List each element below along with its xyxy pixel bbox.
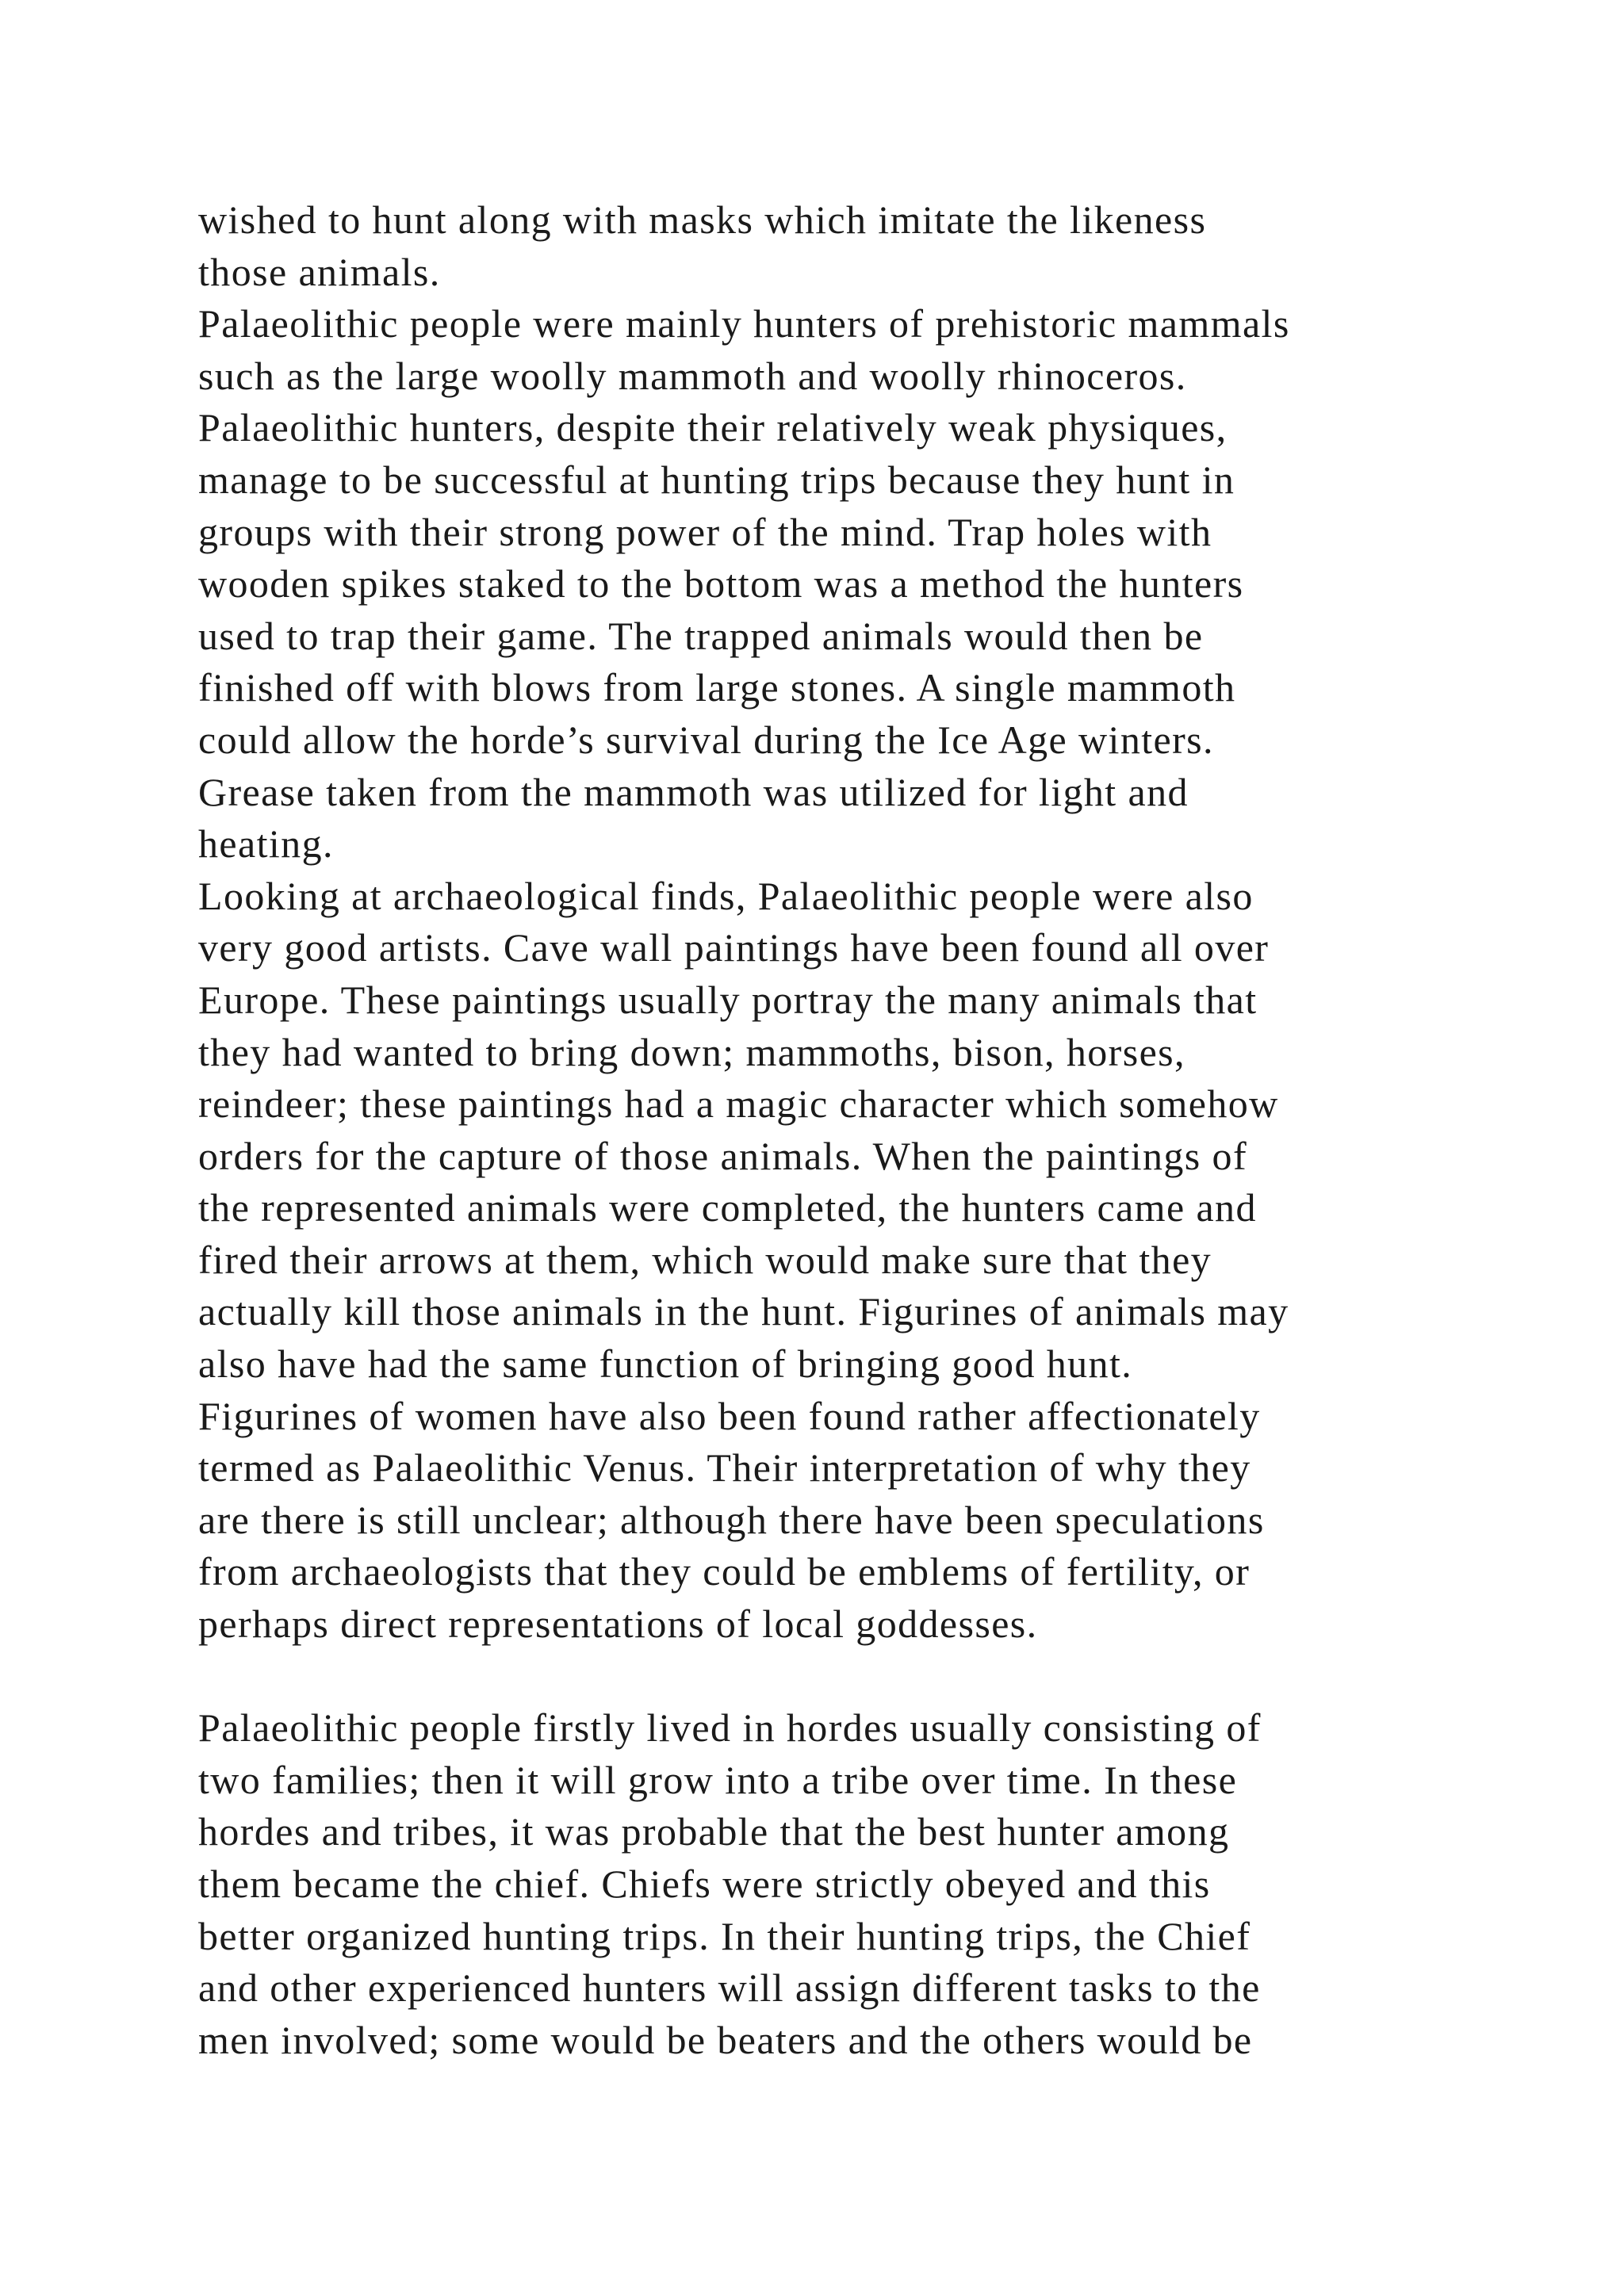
text-line: from archaeologists that they could be emblems of fertility, or [198, 1549, 1251, 1594]
body-text [198, 194, 1483, 2066]
text-line: heating. [198, 821, 334, 867]
text-line: very good artists. Cave wall paintings have been found all over [198, 925, 1270, 970]
text-line: they had wanted to bring down; mammoths, bison, horses, [198, 1029, 1185, 1074]
text-line: Grease taken from the mammoth was utilized for light and [198, 769, 1189, 814]
text-line: men involved; some would be beaters and the others would be [198, 2017, 1253, 2062]
text-line: the represented animals were completed, the hunters came and [198, 1185, 1257, 1230]
text-line: wished to hunt along with masks which imitate the likeness [198, 197, 1207, 242]
text-line: finished off with blows from large stones. A single mammoth [198, 665, 1236, 710]
text-line: also have had the same function of bringing good hunt. [198, 1341, 1133, 1387]
text-line: Palaeolithic hunters, despite their relatively weak physiques, [198, 405, 1228, 450]
text-line: orders for the capture of those animals. When the paintings of [198, 1133, 1248, 1178]
text-line: two families; then it will grow into a tribe over time. In these [198, 1757, 1238, 1802]
text-line: groups with their strong power of the mind. Trap holes with [198, 509, 1212, 554]
text-line: them became the chief. Chiefs were strictly obeyed and this [198, 1862, 1211, 1906]
text-line: termed as Palaeolithic Venus. Their interpretation of why they [198, 1445, 1251, 1490]
text-line: fired their arrows at them, which would make sure that they [198, 1237, 1212, 1282]
text-line: Europe. These paintings usually portray the many animals that [198, 977, 1258, 1022]
blank-line [198, 1651, 1483, 1703]
text-line: such as the large woolly mammoth and woolly rhinoceros. [198, 353, 1187, 398]
text-line: wooden spikes staked to the bottom was a method the hunters [198, 561, 1244, 607]
text-line: used to trap their game. The trapped animals would then be [198, 613, 1204, 658]
text-line: Palaeolithic people firstly lived in hordes usually consisting of [198, 1705, 1262, 1751]
text-line: Figurines of women have also been found rather affectionately [198, 1393, 1261, 1438]
text-line: perhaps direct representations of local goddesses. [198, 1601, 1038, 1647]
text-line: actually kill those animals in the hunt. Figurines of animals may [198, 1289, 1289, 1334]
text-line: those animals. [198, 249, 441, 294]
text-line: Looking at archaeological finds, Palaeolithic people were also [198, 873, 1254, 918]
text-line: hordes and tribes, it was probable that the best hunter among [198, 1809, 1230, 1854]
text-line: manage to be successful at hunting trips because they hunt in [198, 457, 1235, 502]
text-line: better organized hunting trips. In their hunting trips, the Chief [198, 1913, 1251, 1958]
text-line: reindeer; these paintings had a magic character which somehow [198, 1081, 1279, 1127]
text-line: Palaeolithic people were mainly hunters of prehistoric mammals [198, 301, 1290, 346]
text-line: and other experienced hunters will assign different tasks to the [198, 1965, 1261, 2011]
text-line: are there is still unclear; although there have been speculations [198, 1497, 1265, 1542]
text-line: could allow the horde’s survival during the Ice Age winters. [198, 717, 1214, 762]
